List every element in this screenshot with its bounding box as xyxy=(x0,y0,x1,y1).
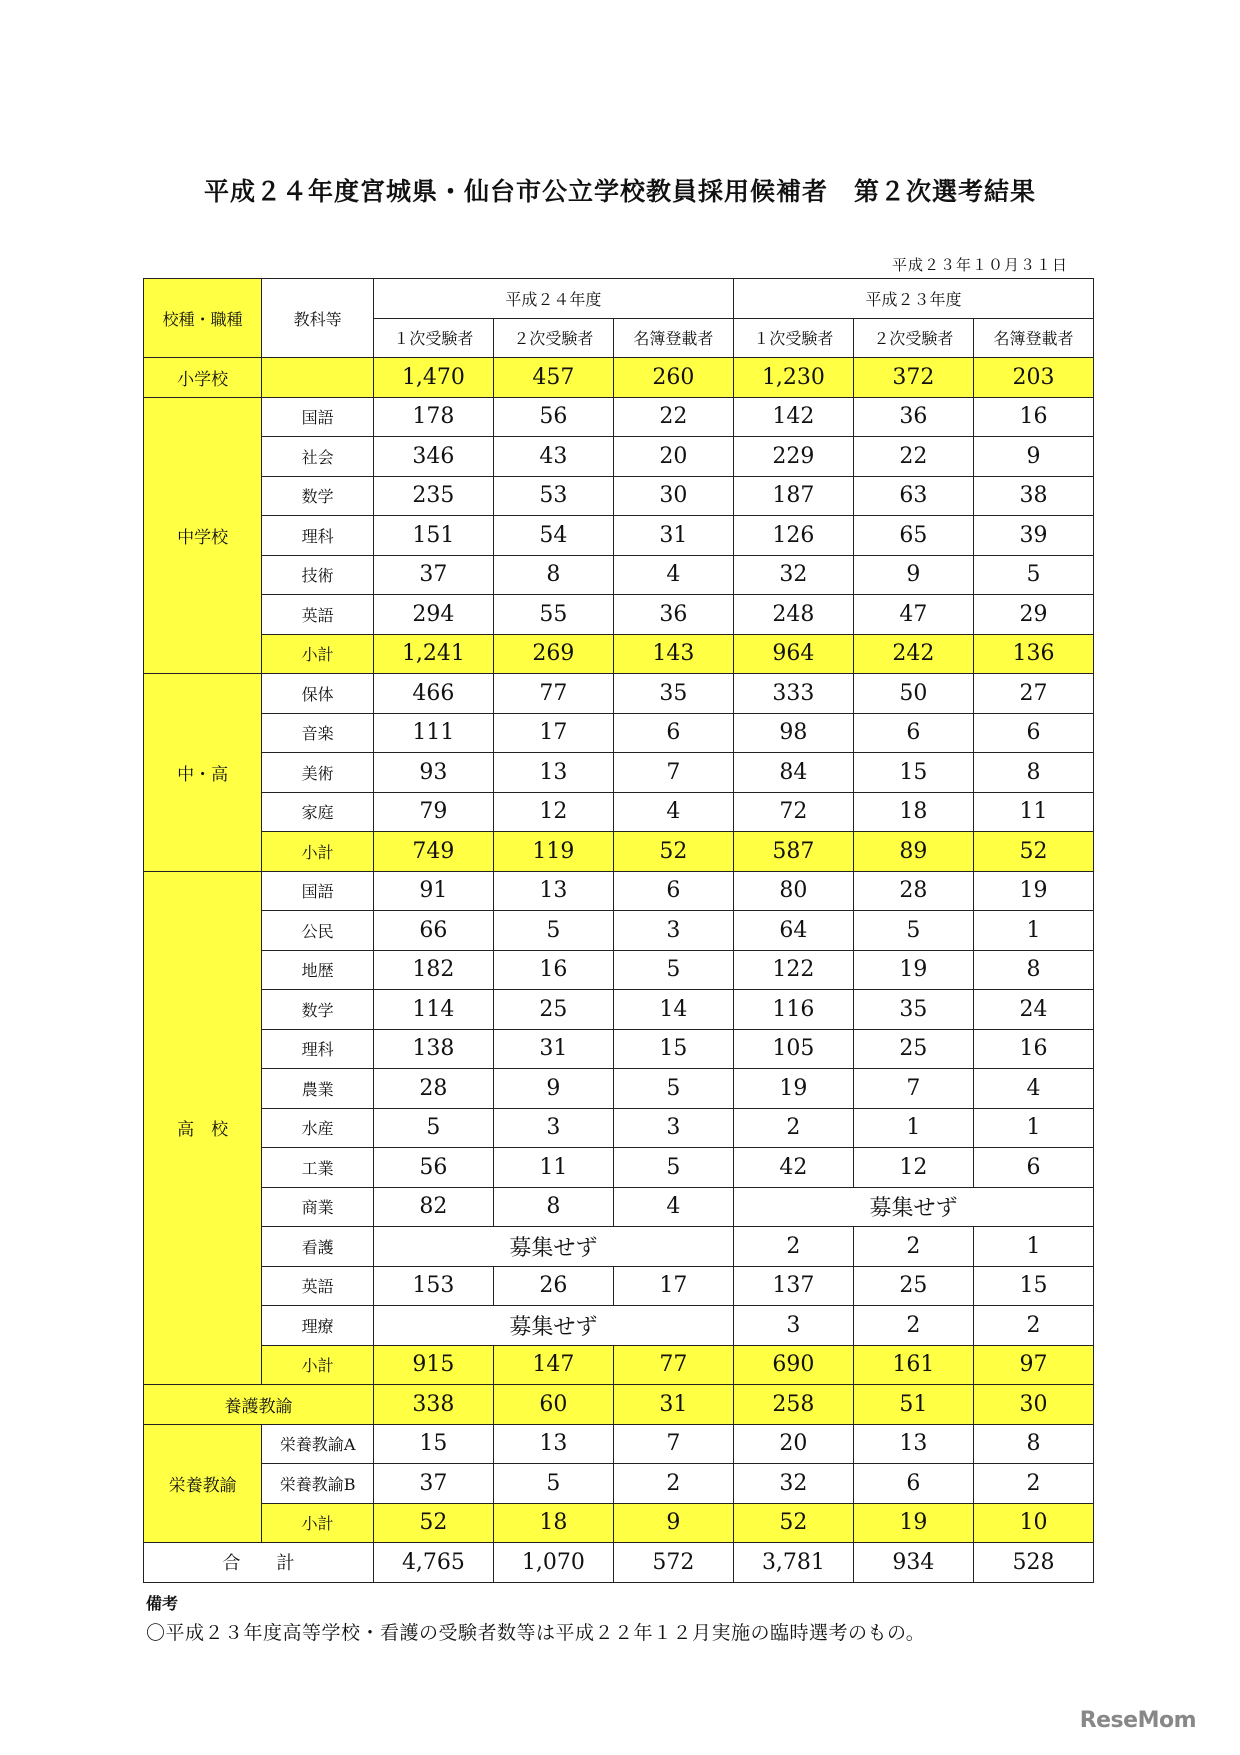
value-cell: 8 xyxy=(973,753,1093,793)
value-cell: 242 xyxy=(853,634,973,674)
value-cell: 22 xyxy=(613,397,733,437)
high-row xyxy=(144,1306,1094,1346)
subject-label: 音楽 xyxy=(262,713,374,753)
value-cell: 5 xyxy=(613,1148,733,1188)
mid_high-row xyxy=(144,674,1094,714)
nurse_teacher-row xyxy=(144,1385,1094,1425)
value-cell: 93 xyxy=(373,753,493,793)
value-cell: 16 xyxy=(973,1029,1093,1069)
value-cell: 43 xyxy=(493,437,613,477)
high-row xyxy=(144,1266,1094,1306)
results-table-body xyxy=(144,279,1094,1583)
value-cell: 7 xyxy=(613,753,733,793)
subject-label: 理科 xyxy=(262,516,374,556)
value-cell: 32 xyxy=(733,1464,853,1504)
value-cell: 32 xyxy=(733,555,853,595)
value-cell: 126 xyxy=(733,516,853,556)
value-cell: 269 xyxy=(493,634,613,674)
value-cell: 11 xyxy=(973,792,1093,832)
value-cell: 3 xyxy=(493,1108,613,1148)
value-cell: 2 xyxy=(733,1108,853,1148)
value-cell: 690 xyxy=(733,1345,853,1385)
mid_high-row xyxy=(144,753,1094,793)
nutrition-row xyxy=(144,1424,1094,1464)
value-cell: 749 xyxy=(373,832,493,872)
value-cell: 28 xyxy=(853,871,973,911)
watermark-logo xyxy=(1080,1708,1196,1733)
value-cell: 36 xyxy=(613,595,733,635)
subject-label: 看護 xyxy=(262,1227,374,1267)
mid_high-row xyxy=(144,713,1094,753)
value-cell: 457 xyxy=(493,358,613,398)
header-col: １次受験者 xyxy=(733,318,853,358)
value-cell: 119 xyxy=(493,832,613,872)
value-cell: 6 xyxy=(613,871,733,911)
header-year-a: 平成２４年度 xyxy=(373,279,733,319)
value-cell: 16 xyxy=(493,950,613,990)
subject-label: 工業 xyxy=(262,1148,374,1188)
value-cell: 1,070 xyxy=(493,1543,613,1583)
value-cell: 56 xyxy=(493,397,613,437)
value-cell: 4 xyxy=(613,792,733,832)
value-cell: 161 xyxy=(853,1345,973,1385)
value-cell: 3,781 xyxy=(733,1543,853,1583)
value-cell: 53 xyxy=(493,476,613,516)
high-row xyxy=(144,911,1094,951)
value-cell: 29 xyxy=(973,595,1093,635)
value-cell: 7 xyxy=(853,1069,973,1109)
value-cell: 13 xyxy=(493,753,613,793)
high-subtotal-row xyxy=(144,1345,1094,1385)
value-cell: 15 xyxy=(613,1029,733,1069)
header-col: １次受験者 xyxy=(373,318,493,358)
value-cell: 338 xyxy=(373,1385,493,1425)
subject-label: 地歴 xyxy=(262,950,374,990)
value-cell: 18 xyxy=(853,792,973,832)
value-cell: 8 xyxy=(493,555,613,595)
value-cell: 79 xyxy=(373,792,493,832)
notes-heading: 備考 xyxy=(146,1594,179,1613)
value-cell: 39 xyxy=(973,516,1093,556)
value-cell: 138 xyxy=(373,1029,493,1069)
value-cell: 18 xyxy=(493,1503,613,1543)
value-cell: 8 xyxy=(493,1187,613,1227)
high-label: 高 校 xyxy=(144,871,262,1385)
value-cell: 19 xyxy=(853,1503,973,1543)
high-row xyxy=(144,1187,1094,1227)
header-type: 校種・職種 xyxy=(144,279,262,358)
junior-row xyxy=(144,555,1094,595)
value-cell: 25 xyxy=(853,1029,973,1069)
value-cell: 1 xyxy=(973,1227,1093,1267)
header-subject: 教科等 xyxy=(262,279,374,358)
value-cell: 98 xyxy=(733,713,853,753)
elementary-label: 小学校 xyxy=(144,358,262,398)
value-cell: 17 xyxy=(613,1266,733,1306)
value-cell: 64 xyxy=(733,911,853,951)
junior-row xyxy=(144,476,1094,516)
value-cell: 22 xyxy=(853,437,973,477)
nutrition-label: 栄養教諭 xyxy=(144,1424,262,1543)
value-cell: 4 xyxy=(613,1187,733,1227)
value-cell: 12 xyxy=(853,1148,973,1188)
value-cell: 5 xyxy=(373,1108,493,1148)
value-cell: 2 xyxy=(853,1306,973,1346)
value-cell: 1 xyxy=(973,1108,1093,1148)
value-cell: 89 xyxy=(853,832,973,872)
value-cell: 142 xyxy=(733,397,853,437)
value-cell: 178 xyxy=(373,397,493,437)
mid_high-subtotal-row xyxy=(144,832,1094,872)
value-cell: 2 xyxy=(733,1227,853,1267)
value-cell: 346 xyxy=(373,437,493,477)
value-cell: 13 xyxy=(853,1424,973,1464)
value-cell: 147 xyxy=(493,1345,613,1385)
value-cell: 203 xyxy=(973,358,1093,398)
value-cell: 50 xyxy=(853,674,973,714)
value-cell: 964 xyxy=(733,634,853,674)
value-cell: 19 xyxy=(853,950,973,990)
subject-label: 農業 xyxy=(262,1069,374,1109)
value-cell: 466 xyxy=(373,674,493,714)
value-cell: 105 xyxy=(733,1029,853,1069)
value-cell: 5 xyxy=(493,911,613,951)
value-cell: 30 xyxy=(973,1385,1093,1425)
subtotal-label: 小計 xyxy=(262,634,374,674)
value-cell: 13 xyxy=(493,871,613,911)
not-recruited-note: 募集せず xyxy=(733,1187,1093,1227)
value-cell: 915 xyxy=(373,1345,493,1385)
header-col: ２次受験者 xyxy=(493,318,613,358)
watermark-text: ReseMom xyxy=(1079,1708,1196,1733)
value-cell: 1 xyxy=(853,1108,973,1148)
value-cell: 229 xyxy=(733,437,853,477)
value-cell: 65 xyxy=(853,516,973,556)
value-cell: 6 xyxy=(973,1148,1093,1188)
high-row xyxy=(144,1029,1094,1069)
subtotal-label: 小計 xyxy=(262,1345,374,1385)
not-recruited-note: 募集せず xyxy=(373,1227,733,1267)
value-cell: 1,230 xyxy=(733,358,853,398)
value-cell: 15 xyxy=(973,1266,1093,1306)
subject-label: 保体 xyxy=(262,674,374,714)
value-cell: 143 xyxy=(613,634,733,674)
value-cell: 1,241 xyxy=(373,634,493,674)
value-cell: 6 xyxy=(973,713,1093,753)
value-cell: 16 xyxy=(973,397,1093,437)
subject-label: 公民 xyxy=(262,911,374,951)
value-cell: 528 xyxy=(973,1543,1093,1583)
subject-label: 家庭 xyxy=(262,792,374,832)
value-cell: 4,765 xyxy=(373,1543,493,1583)
junior-row xyxy=(144,595,1094,635)
nutrition-subtotal-row xyxy=(144,1503,1094,1543)
value-cell: 35 xyxy=(613,674,733,714)
value-cell: 6 xyxy=(853,1464,973,1504)
value-cell: 28 xyxy=(373,1069,493,1109)
subject-label: 国語 xyxy=(262,871,374,911)
value-cell: 17 xyxy=(493,713,613,753)
elementary-row xyxy=(144,358,1094,398)
subject-label: 商業 xyxy=(262,1187,374,1227)
nutrition-row xyxy=(144,1464,1094,1504)
value-cell: 31 xyxy=(613,516,733,556)
value-cell: 15 xyxy=(373,1424,493,1464)
junior-row xyxy=(144,397,1094,437)
value-cell: 5 xyxy=(853,911,973,951)
value-cell: 2 xyxy=(613,1464,733,1504)
subject-label: 英語 xyxy=(262,1266,374,1306)
subject-label: 美術 xyxy=(262,753,374,793)
total-row xyxy=(144,1543,1094,1583)
value-cell: 42 xyxy=(733,1148,853,1188)
value-cell: 9 xyxy=(853,555,973,595)
value-cell: 2 xyxy=(973,1464,1093,1504)
header-col: ２次受験者 xyxy=(853,318,973,358)
value-cell: 52 xyxy=(373,1503,493,1543)
subject-label: 国語 xyxy=(262,397,374,437)
mid_high-row xyxy=(144,792,1094,832)
value-cell: 55 xyxy=(493,595,613,635)
value-cell: 114 xyxy=(373,990,493,1030)
value-cell: 13 xyxy=(493,1424,613,1464)
value-cell: 9 xyxy=(973,437,1093,477)
value-cell: 4 xyxy=(973,1069,1093,1109)
subject-label: 社会 xyxy=(262,437,374,477)
value-cell: 20 xyxy=(733,1424,853,1464)
value-cell: 77 xyxy=(613,1345,733,1385)
value-cell: 19 xyxy=(733,1069,853,1109)
value-cell: 84 xyxy=(733,753,853,793)
value-cell: 116 xyxy=(733,990,853,1030)
subject-label: 英語 xyxy=(262,595,374,635)
value-cell: 25 xyxy=(493,990,613,1030)
value-cell: 60 xyxy=(493,1385,613,1425)
junior-row xyxy=(144,437,1094,477)
subject-label: 理療 xyxy=(262,1306,374,1346)
value-cell: 9 xyxy=(493,1069,613,1109)
value-cell: 5 xyxy=(493,1464,613,1504)
value-cell: 7 xyxy=(613,1424,733,1464)
value-cell: 24 xyxy=(973,990,1093,1030)
value-cell: 248 xyxy=(733,595,853,635)
header-col: 名簿登載者 xyxy=(613,318,733,358)
value-cell: 136 xyxy=(973,634,1093,674)
value-cell: 54 xyxy=(493,516,613,556)
high-row xyxy=(144,1148,1094,1188)
value-cell: 25 xyxy=(853,1266,973,1306)
high-row xyxy=(144,871,1094,911)
empty-subject xyxy=(262,358,374,398)
nurse_teacher-label: 養護教諭 xyxy=(144,1385,374,1425)
value-cell: 151 xyxy=(373,516,493,556)
subject-label: 数学 xyxy=(262,990,374,1030)
value-cell: 37 xyxy=(373,555,493,595)
value-cell: 52 xyxy=(613,832,733,872)
value-cell: 47 xyxy=(853,595,973,635)
value-cell: 52 xyxy=(973,832,1093,872)
value-cell: 8 xyxy=(973,950,1093,990)
value-cell: 80 xyxy=(733,871,853,911)
document-date: 平成２３年１０月３１日 xyxy=(891,256,1068,274)
high-row xyxy=(144,950,1094,990)
value-cell: 111 xyxy=(373,713,493,753)
value-cell: 97 xyxy=(973,1345,1093,1385)
header-col: 名簿登載者 xyxy=(973,318,1093,358)
value-cell: 38 xyxy=(973,476,1093,516)
value-cell: 2 xyxy=(853,1227,973,1267)
value-cell: 6 xyxy=(853,713,973,753)
value-cell: 4 xyxy=(613,555,733,595)
value-cell: 260 xyxy=(613,358,733,398)
value-cell: 333 xyxy=(733,674,853,714)
value-cell: 27 xyxy=(973,674,1093,714)
value-cell: 372 xyxy=(853,358,973,398)
value-cell: 8 xyxy=(973,1424,1093,1464)
high-row xyxy=(144,1069,1094,1109)
value-cell: 82 xyxy=(373,1187,493,1227)
value-cell: 31 xyxy=(613,1385,733,1425)
value-cell: 12 xyxy=(493,792,613,832)
value-cell: 6 xyxy=(613,713,733,753)
value-cell: 26 xyxy=(493,1266,613,1306)
value-cell: 2 xyxy=(973,1306,1093,1346)
header-year-b: 平成２３年度 xyxy=(733,279,1093,319)
junior-subtotal-row xyxy=(144,634,1094,674)
value-cell: 182 xyxy=(373,950,493,990)
value-cell: 35 xyxy=(853,990,973,1030)
value-cell: 3 xyxy=(613,911,733,951)
value-cell: 587 xyxy=(733,832,853,872)
subtotal-label: 小計 xyxy=(262,832,374,872)
subtotal-label: 小計 xyxy=(262,1503,374,1543)
value-cell: 36 xyxy=(853,397,973,437)
mid_high-label: 中・高 xyxy=(144,674,262,872)
value-cell: 37 xyxy=(373,1464,493,1504)
value-cell: 56 xyxy=(373,1148,493,1188)
value-cell: 153 xyxy=(373,1266,493,1306)
not-recruited-note: 募集せず xyxy=(373,1306,733,1346)
page-title: 平成２４年度宮城県・仙台市公立学校教員採用候補者 第２次選考結果 xyxy=(203,177,1036,206)
value-cell: 77 xyxy=(493,674,613,714)
value-cell: 187 xyxy=(733,476,853,516)
value-cell: 66 xyxy=(373,911,493,951)
value-cell: 14 xyxy=(613,990,733,1030)
header-row-years xyxy=(144,279,1094,319)
value-cell: 30 xyxy=(613,476,733,516)
subject-label: 栄養教諭A xyxy=(262,1424,374,1464)
subject-label: 栄養教諭B xyxy=(262,1464,374,1504)
value-cell: 5 xyxy=(613,1069,733,1109)
value-cell: 15 xyxy=(853,753,973,793)
junior-row xyxy=(144,516,1094,556)
high-row xyxy=(144,1227,1094,1267)
results-table xyxy=(143,278,1094,1583)
value-cell: 235 xyxy=(373,476,493,516)
value-cell: 52 xyxy=(733,1503,853,1543)
value-cell: 10 xyxy=(973,1503,1093,1543)
value-cell: 258 xyxy=(733,1385,853,1425)
value-cell: 20 xyxy=(613,437,733,477)
value-cell: 72 xyxy=(733,792,853,832)
subject-label: 理科 xyxy=(262,1029,374,1069)
value-cell: 137 xyxy=(733,1266,853,1306)
value-cell: 934 xyxy=(853,1543,973,1583)
value-cell: 1 xyxy=(973,911,1093,951)
value-cell: 9 xyxy=(613,1503,733,1543)
subject-label: 水産 xyxy=(262,1108,374,1148)
value-cell: 51 xyxy=(853,1385,973,1425)
value-cell: 5 xyxy=(973,555,1093,595)
high-row xyxy=(144,1108,1094,1148)
high-row xyxy=(144,990,1094,1030)
value-cell: 63 xyxy=(853,476,973,516)
subject-label: 技術 xyxy=(262,555,374,595)
value-cell: 294 xyxy=(373,595,493,635)
value-cell: 31 xyxy=(493,1029,613,1069)
value-cell: 5 xyxy=(613,950,733,990)
value-cell: 19 xyxy=(973,871,1093,911)
value-cell: 572 xyxy=(613,1543,733,1583)
value-cell: 91 xyxy=(373,871,493,911)
subject-label: 数学 xyxy=(262,476,374,516)
value-cell: 1,470 xyxy=(373,358,493,398)
value-cell: 3 xyxy=(613,1108,733,1148)
total-label: 合 計 xyxy=(144,1543,374,1583)
junior-label: 中学校 xyxy=(144,397,262,674)
value-cell: 3 xyxy=(733,1306,853,1346)
value-cell: 122 xyxy=(733,950,853,990)
value-cell: 11 xyxy=(493,1148,613,1188)
notes-body: 〇平成２３年度高等学校・看護の受験者数等は平成２２年１２月実施の臨時選考のもの。 xyxy=(146,1622,926,1644)
